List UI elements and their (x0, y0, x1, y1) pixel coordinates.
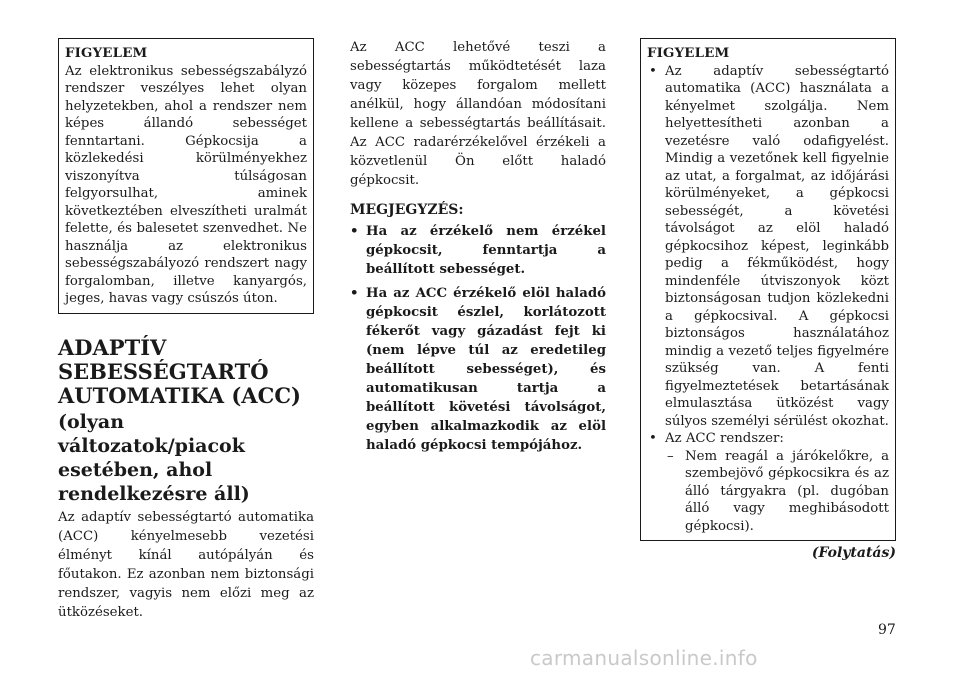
note-bullet-list (350, 222, 606, 455)
warning-sub-list (647, 448, 889, 536)
right-column (640, 0, 896, 561)
warning-box-acc (640, 38, 896, 541)
note-bullet-item (350, 222, 606, 279)
bullet-icon: • (649, 63, 657, 79)
warning-box-electronic-cruise (58, 38, 314, 314)
section-heading: ADAPTÍV SEBESSÉGTARTÓ AUTOMATIKA (ACC) (58, 334, 301, 408)
warning-item-text: Az ACC rendszer: (665, 431, 784, 446)
left-column (58, 0, 314, 622)
note-bullet-text: Ha az érzékelő nem érzékel gépkocsit, fenntartja a beállított sebességet. (366, 224, 606, 277)
acc-intro-paragraph: Az adaptív sebességtartó automatika (ACC) kényelmesebb vezetési élményt kínál autópályán és főutakon. Ez azonban nem biztonsági rendszer, vagyis nem előzi meg az ütközéseket. (58, 509, 314, 620)
bullet-icon: • (350, 224, 359, 239)
warning-list-item (647, 430, 889, 448)
page-number: 97 (878, 622, 896, 638)
warning-list-item (647, 63, 889, 431)
note-bullet-item (350, 284, 606, 455)
acc-description-paragraph: Az ACC lehetővé teszi a sebességtartás működtetését laza vagy közepes forgalom mellett anélkül, hogy állandóan módosítani kellene a sebességtartás beállításait. Az ACC radarérzékelővel érzékeli a közvetlenül Ön előtt haladó gépkocsit. (350, 40, 606, 188)
note-bullet-text: Ha az ACC érzékelő elöl haladó gépkocsit észlel, korlátozott fékerőt vagy gázadást fejt ki (nem lépve túl az eredetileg beállított sebességet), és automatikusan tartja a beállított követési távolságot, egyben alkalmazkodik az elöl haladó gépkocsi tempójához. (366, 286, 606, 453)
bullet-icon: • (649, 431, 657, 446)
warning-item-text: Az adaptív sebességtartó automatika (ACC) használata a kényelmet szolgálja. Nem helyettesítheti azonban a vezetésre való odafigyelést. Mindig a vezetőnek kell figyelnie az utat, a forgalmat, az időjárási körülményeket, a gépkocsi sebességét, a követési távolságot az elöl haladó gépkocsihoz képest, leginkább pedig a fékműködést, hogy mindenféle útviszonyok közt biztonságosan tudjon közlekedni a gépkocsival. A gépkocsi biztonságos használatához mindig a vezető teljes figyelmére szükség van. A fenti figyelmeztetések betartásának elmulasztása ütközést vagy súlyos személyi sérülést okozhat. (665, 63, 889, 429)
warning-sub-item (647, 448, 889, 536)
warning-sub-item-text: Nem reagál a járókelőkre, a szembejövő gépkocsikra és az álló tárgyakra (pl. dugóban álló vagy meghibásodott gépkocsi). (685, 448, 889, 534)
watermark: carmanualsonline.info (530, 646, 758, 670)
warning-title: FIGYELEM (65, 46, 148, 61)
middle-column (350, 0, 606, 460)
warning-title: FIGYELEM (647, 46, 730, 61)
warning-list (647, 63, 889, 448)
continued-label: (Folytatás) (811, 545, 896, 561)
note-title: MEGJEGYZÉS: (350, 202, 464, 218)
warning-text: Az elektronikus sebességszabályzó rendszer veszélyes lehet olyan helyzetekben, ahol a rendszer nem képes állandó sebességet fenntartani. Gépkocsija a közlekedési körülményekhez viszonyítva túlságosan felgyorsulhat, aminek következtében elveszítheti uralmát felette, és balesetet szenvedhet. Ne használja az elektronikus sebességszabályozó rendszert nagy forgalomban, illetve kanyargós, jeges, havas vagy csúszós úton. (65, 63, 307, 306)
bullet-icon: • (350, 286, 359, 301)
section-subheading: (olyan változatok/piacok esetében, ahol rendelkezésre áll) (58, 410, 250, 505)
dash-icon: – (667, 448, 674, 464)
